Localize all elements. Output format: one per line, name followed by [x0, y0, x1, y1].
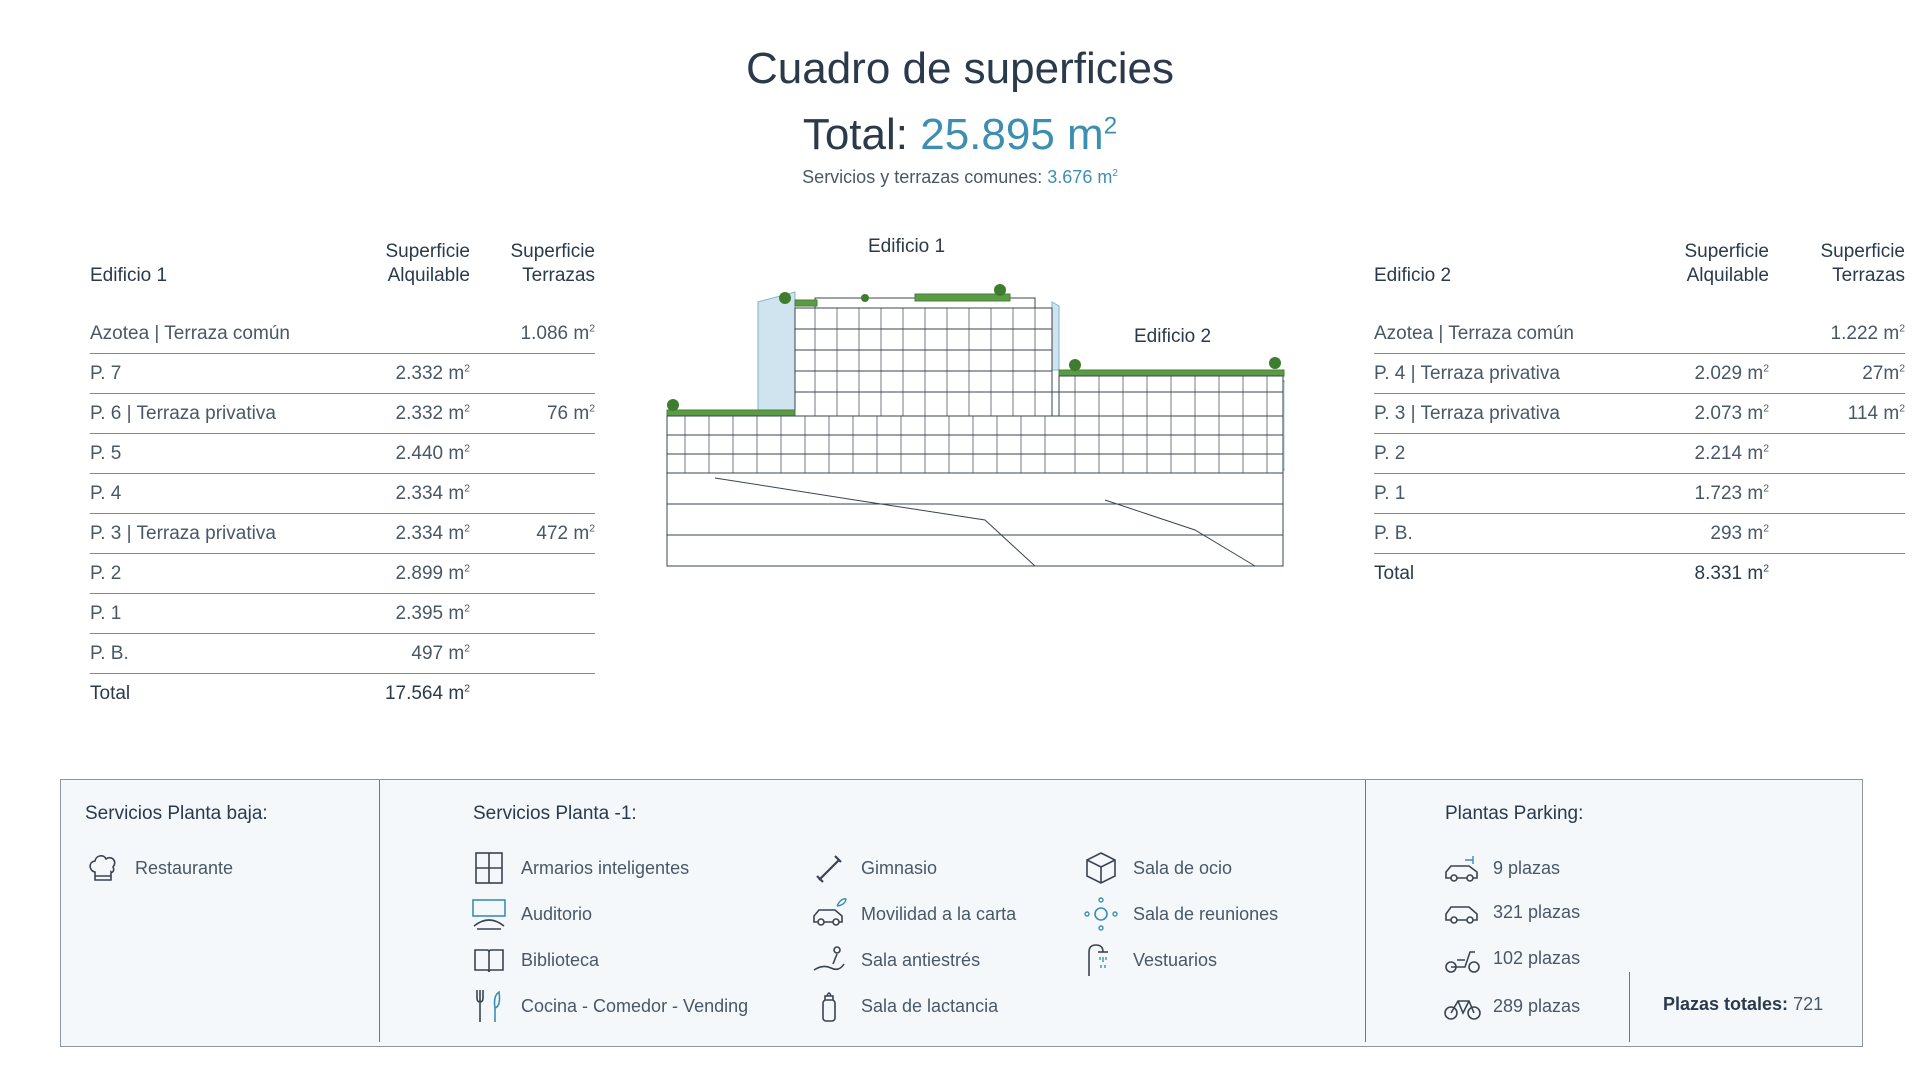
row-terrazas: [1769, 474, 1905, 514]
row-terrazas: [1769, 514, 1905, 554]
table-row: [90, 514, 595, 554]
service-item: Gimnasio: [811, 848, 937, 888]
service-item: Auditorio: [471, 894, 592, 934]
row-label: P. 7: [90, 354, 355, 394]
divider: [1365, 780, 1366, 1042]
eco-car-icon: [811, 896, 847, 932]
common-services-area: Servicios y terrazas comunes: 3.676 $m^2$: [802, 167, 1118, 187]
edificio1-col-alquilable: Superficie Alquilable: [385, 241, 470, 286]
cube-icon: [1083, 850, 1119, 886]
table-row: [90, 354, 595, 394]
row-terrazas: [1769, 434, 1905, 474]
row-alquilable: 1.723 $m^2$: [1639, 474, 1769, 514]
row-terrazas: 76 $m^2$: [470, 394, 595, 434]
row-label: P. 3 | Terraza privativa: [1374, 394, 1639, 434]
bicycle-icon: [1443, 988, 1483, 1024]
shower-icon: [1083, 942, 1119, 978]
service-item: Sala de ocio: [1083, 848, 1232, 888]
row-terrazas: 1.086 $m^2$: [470, 314, 595, 354]
row-label: P. 2: [90, 554, 355, 594]
planta-baja-title: Servicios Planta baja:: [85, 803, 268, 824]
row-terrazas: [470, 634, 595, 674]
common-services-label: Servicios y terrazas comunes:: [802, 167, 1043, 187]
row-terrazas: $27m^2$: [1769, 354, 1905, 394]
edificio2-col-terrazas: Superficie Terrazas: [1820, 241, 1905, 286]
row-alquilable: 2.332 $m^2$: [355, 354, 470, 394]
lockers-icon: [471, 850, 507, 886]
parking-item: 321 plazas: [1443, 892, 1580, 932]
row-label: P. 6 | Terraza privativa: [90, 394, 355, 434]
building-section-illustration: [655, 230, 1285, 580]
row-alquilable: 2.334 $m^2$: [355, 474, 470, 514]
auditorium-icon: [471, 896, 507, 932]
parking-item: 289 plazas: [1443, 986, 1580, 1026]
row-terrazas: [470, 674, 595, 714]
row-terrazas: [470, 554, 595, 594]
building-label-edificio2: Edificio 2: [1134, 326, 1212, 347]
total-plazas: [1663, 994, 1823, 1015]
row-label: P. 5: [90, 434, 355, 474]
service-item: Armarios inteligentes: [471, 848, 689, 888]
edificio2-title: Edificio 2: [1374, 265, 1452, 286]
row-label: Total: [90, 682, 131, 704]
table-row: [90, 474, 595, 514]
row-terrazas: 472 $m^2$: [470, 514, 595, 554]
table-row: [1374, 434, 1905, 474]
row-alquilable: [1639, 314, 1769, 354]
baby-bottle-icon: [811, 988, 847, 1024]
services-panel: [60, 779, 1863, 1047]
total-label: Total:: [802, 110, 908, 159]
service-item: Movilidad a la carta: [811, 894, 1016, 934]
row-label: P. B.: [1374, 514, 1639, 554]
edificio1-title: Edificio 1: [90, 265, 168, 286]
service-item: Biblioteca: [471, 940, 599, 980]
building-label-edificio1: Edificio 1: [868, 236, 946, 257]
cutlery-icon: [471, 988, 507, 1024]
total-area: Total: 25.895 $m^2$: [802, 110, 1118, 159]
row-alquilable: 2.440 $m^2$: [355, 434, 470, 474]
table-row: [90, 634, 595, 674]
table-row: [1374, 394, 1905, 434]
edificio2-col-alquilable: Superficie Alquilable: [1684, 241, 1769, 286]
row-terrazas: [1769, 554, 1905, 594]
table-row: [1374, 314, 1905, 354]
table-row: [1374, 354, 1905, 394]
row-alquilable: 8.331 $m^2$: [1694, 562, 1769, 584]
table-row: [1374, 554, 1905, 594]
service-item: Sala de reuniones: [1083, 894, 1278, 934]
divider: [379, 780, 380, 1042]
row-label: P. 4 | Terraza privativa: [1374, 354, 1639, 394]
service-item: Vestuarios: [1083, 940, 1217, 980]
row-label: P. 3 | Terraza privativa: [90, 514, 355, 554]
planta-menos1-title: Servicios Planta -1:: [473, 803, 637, 824]
edificio2-table: [1374, 240, 1905, 593]
total-value: 25.895 m: [920, 110, 1104, 159]
parking-title: Plantas Parking:: [1445, 803, 1584, 824]
total-plazas-label: Plazas totales:: [1663, 994, 1789, 1014]
divider: [1629, 972, 1630, 1042]
row-alquilable: [355, 314, 470, 354]
page-title: Cuadro de superficies: [745, 44, 1174, 93]
row-terrazas: 1.222 $m^2$: [1769, 314, 1905, 354]
book-icon: [471, 942, 507, 978]
common-services-value: 3.676 m: [1047, 167, 1113, 187]
service-item: Cocina - Comedor - Vending: [471, 986, 748, 1026]
total-plazas-value: 721: [1793, 994, 1824, 1014]
row-alquilable: 2.029 $m^2$: [1639, 354, 1769, 394]
row-alquilable: 497 $m^2$: [355, 634, 470, 674]
edificio1-col-terrazas: Superficie Terrazas: [510, 241, 595, 286]
meeting-icon: [1083, 896, 1119, 932]
row-alquilable: 2.395 $m^2$: [355, 594, 470, 634]
row-alquilable: 2.073 $m^2$: [1639, 394, 1769, 434]
row-terrazas: [470, 594, 595, 634]
service-item: Sala antiestrés: [811, 940, 980, 980]
relax-icon: [811, 942, 847, 978]
row-alquilable: 2.334 $m^2$: [355, 514, 470, 554]
row-alquilable: 2.214 $m^2$: [1639, 434, 1769, 474]
row-label: Total: [1374, 562, 1415, 584]
row-label: Azotea | Terraza común: [1374, 314, 1639, 354]
table-row: [90, 314, 595, 354]
row-alquilable: 2.332 $m^2$: [355, 394, 470, 434]
row-label: P. 2: [1374, 434, 1639, 474]
row-terrazas: 114 $m^2$: [1769, 394, 1905, 434]
dumbbell-icon: [811, 850, 847, 886]
parking-item: 9 plazas: [1443, 848, 1560, 888]
scooter-icon: [1443, 940, 1483, 976]
car-icon: [1443, 894, 1483, 930]
table-row: [1374, 474, 1905, 514]
edificio1-table: [90, 240, 595, 713]
row-label: P. 1: [90, 594, 355, 634]
table-row: [90, 594, 595, 634]
row-alquilable: 293 $m^2$: [1639, 514, 1769, 554]
parking-item: 102 plazas: [1443, 938, 1580, 978]
table-row: [90, 554, 595, 594]
service-item: Restaurante: [85, 848, 233, 888]
row-terrazas: [470, 434, 595, 474]
service-item: Sala de lactancia: [811, 986, 998, 1026]
row-terrazas: [470, 474, 595, 514]
table-row: [90, 674, 595, 714]
table-row: [1374, 514, 1905, 554]
row-alquilable: 2.899 $m^2$: [355, 554, 470, 594]
row-label: P. 4: [90, 474, 355, 514]
table-row: [90, 434, 595, 474]
row-terrazas: [470, 354, 595, 394]
row-label: Azotea | Terraza común: [90, 314, 355, 354]
table-row: [90, 394, 595, 434]
electric-car-icon: [1443, 850, 1483, 886]
row-label: P. 1: [1374, 474, 1639, 514]
row-alquilable: 17.564 $m^2$: [384, 682, 470, 704]
chef-hat-icon: [85, 850, 121, 886]
row-label: P. B.: [90, 634, 355, 674]
